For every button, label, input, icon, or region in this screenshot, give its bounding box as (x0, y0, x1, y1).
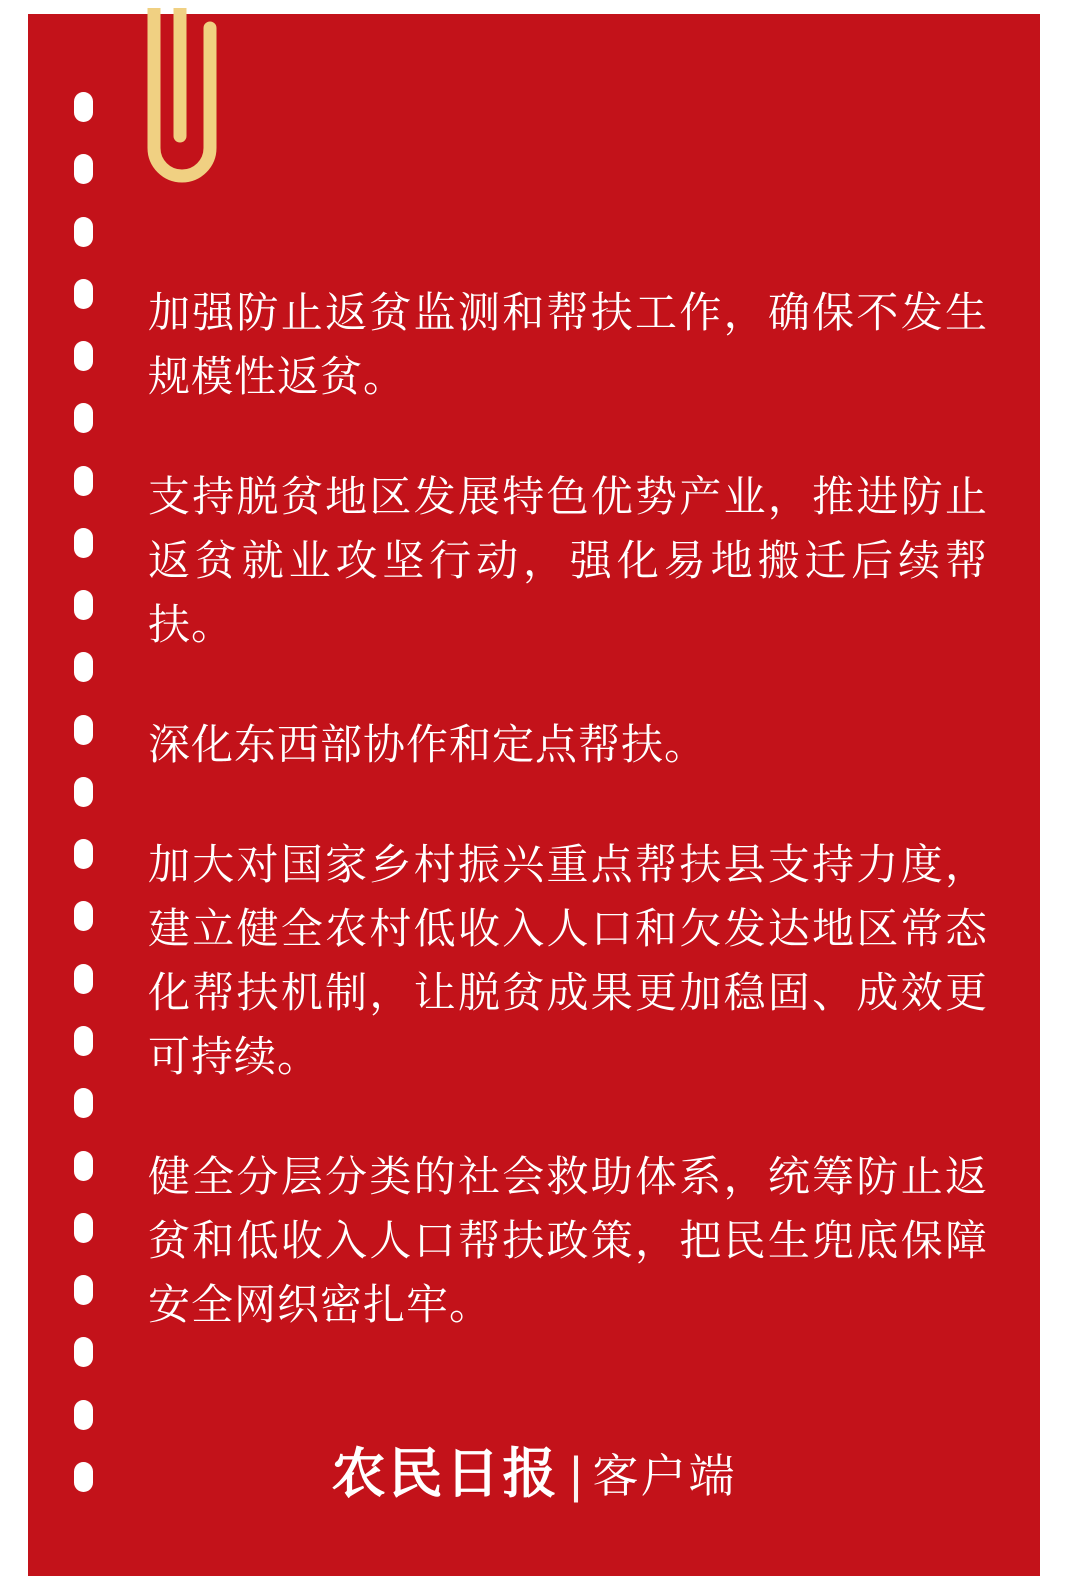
punch-hole (74, 466, 93, 496)
punch-hole (74, 1400, 93, 1430)
punch-hole (74, 1088, 93, 1118)
punch-hole (74, 341, 93, 371)
paperclip-icon (132, 8, 242, 208)
punch-hole-strip (66, 92, 100, 1492)
punch-hole (74, 154, 93, 184)
paragraph: 加大对国家乡村振兴重点帮扶县支持力度，建立健全农村低收入人口和欠发达地区常态化帮扶机制，让脱贫成果更加稳固、成效更可持续。 (148, 843, 988, 1081)
punch-hole (74, 1151, 93, 1181)
note-card (28, 14, 1040, 1576)
punch-hole (74, 1337, 93, 1367)
paragraph: 加强防止返贫监测和帮扶工作，确保不发生规模性返贫。 (148, 291, 988, 401)
punch-hole (74, 964, 93, 994)
brand-name: 农民日报 (331, 1444, 560, 1504)
punch-hole (74, 528, 93, 558)
punch-hole (74, 1026, 93, 1056)
punch-hole (74, 590, 93, 620)
punch-hole (74, 92, 93, 122)
paragraph: 深化东西部协作和定点帮扶。 (148, 723, 708, 769)
brand-divider: | (569, 1447, 583, 1503)
punch-hole (74, 715, 93, 745)
punch-hole (74, 839, 93, 869)
brand-logo (28, 1431, 1040, 1508)
punch-hole (74, 217, 93, 247)
punch-hole (74, 652, 93, 682)
article-body (148, 282, 988, 1338)
punch-hole (74, 1213, 93, 1243)
punch-hole (74, 901, 93, 931)
punch-hole (74, 1275, 93, 1305)
punch-hole (74, 777, 93, 807)
punch-hole (74, 279, 93, 309)
punch-hole (74, 403, 93, 433)
paragraph: 支持脱贫地区发展特色优势产业，推进防止返贫就业攻坚行动，强化易地搬迁后续帮扶。 (148, 475, 988, 649)
paragraph: 健全分层分类的社会救助体系，统筹防止返贫和低收入人口帮扶政策，把民生兜底保障安全网织密扎牢。 (148, 1155, 988, 1329)
brand-subtitle: 客户端 (592, 1451, 737, 1502)
